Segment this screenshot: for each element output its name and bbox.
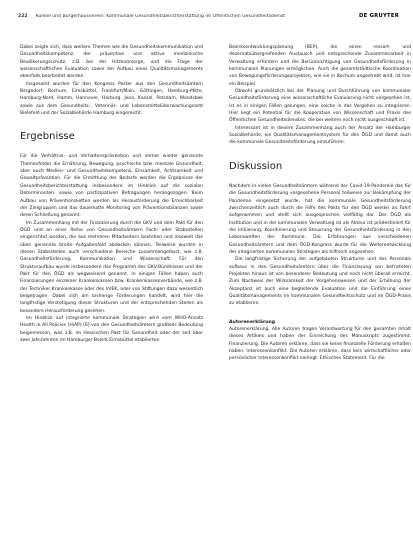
author-note-heading: Autorenerklärung	[229, 319, 276, 325]
running-title: Kunkel und Bürgerhausverein: Kommunale Gesundheitsberichterstattung im Öffentlichen Gesundheitsdienst	[35, 13, 285, 19]
publisher-logo: DE GRUYTER	[359, 13, 399, 19]
section-heading-discussion: Diskussion	[229, 160, 283, 172]
paragraph: Im Hinblick auf integrierte kommunale Strategien wird vom WHO-Ansatz Health in All Policies (HiAP) [6] von den Gesundheitsämtern großteils Bedeutung beigemessen, was z.B. im Hessischen Pakt für Gesundheit oder der seit über zwei Jahrzehnten im Hamburger Bezirk Eimsbüttel etablierten	[20, 316, 203, 344]
paragraph: Im Zusammenhang mit der Finanzierung durch die GKV und dem Pakt für den ÖGD und an einer Reihe von Gesundheitsämtern Fach- oder Stabsstellen eingerichtet worden, die aus mehreren Mitarbeitern bestehen und insoweit das oben genannte breite Aufgabenfeld abdecken können. Teilweise wurden in diesen Stabsstellen auch verschiedene Bereiche zusammengefasst, wie z.B. Gesundheitsförderung, Kommunikation und Wissenschaft. Für den Strukturaufbau wurde insbesondere das Programm des GKV-Bündnisses und der Pakt für den ÖGD als wegweisend genannt. In einigen Fällen haben auch Finanzierungen einzelner Krankenkassen bzw. Krankenkassenverbände, wie z.B. der Techniker Krankenkasse oder des VdEK, oder von Stiftungen dazu wesentlich beigetragen. Dabei sich am bisherige Förderungen handelt, wird hier die langfristige Verstetigung dieser Strukturen und der entsprechenden Stellen als besondere Herausforderung gesehen.	[20, 220, 203, 314]
section-heading-results: Ergebnisse	[20, 131, 75, 143]
running-header	[18, 10, 399, 22]
paragraph: Bezirksentwicklungsplanung (BEP), die einen ressort- und dezernatsübergreifenden Austausch und entsprechende Zusammenarbeit in Verwaltung erfordern und die Berücksichtigung von Gesundheitsförderung in kommunalen Planungen ermöglichen. Auch die gesamtstädtische Koordination von Bewegungsförderungsprojekten, wie sie in Bochum angestrebt wird, ist hier ein Beispiel.	[229, 45, 411, 87]
paragraph: Obwohl grundsätzlich bei der Planung und Durchführung von kommunaler Gesundheitsförderung eine wissenschaftliche Evaluierung nicht vorgesehen ist, ist es in einigen Fällen gelungen, eine solche in das Vorgehen zu integrieren. Hier liegt ein Potential für die Kooperation von Wissenschaft und Praxis des Öffentlichen Gesundheitsdienstes, die bei weitem noch nicht ausgeschöpft ist.	[229, 89, 411, 124]
page-number: 222	[18, 13, 28, 19]
paragraph: Für die Verhältnis- und Verhaltensprävention und immer wieder genannte Themenfelder die Ernährung, Bewegung, psychische bzw. mentale Gesundheit, aber auch Medien- und Gesundheitskompetenz, Einsamkeit, Achtsamkeit und Gewaltprävention. Für die Ermittlung der Bedarfe werden die Ergebnisse der Gesundheitsberichterstattung insbesondere im Hinblick auf die sozialen Determinanten, sowie von partizipativen Befragungen herangezogen. Beim Aufbau von Präventionsketten werden als Herausforderung die Erreichbarkeit der Zielgruppen und das dauerhafte Monitoring von Präventionsbilanzen sowie deren Schließung genannt.	[20, 154, 203, 219]
author-note-text: Autorenerklärung. Alle Autoren tragen Verantwortung für den gesamten Inhalt dieses Artikels und haben der Einreichung des Manuskripts zugestimmt. Finanzierung. Die Autoren erklären, dass sie keine finanzielle Förderung erhalten haben. Interessenkonflikt. Die Autoren erklären, dass kein wirtschaftlicher oder persönlicher Interessenkonflikt vorliegt. Ethisches Statement. Für die	[229, 327, 411, 362]
paragraph: Dabei zeigte sich, dass weitere Themen wie die Gesundheitskommunikation und Gesundheitskompetenz, der präventive und aktive medizinische Bevölkerungsschutz, z.B. bei der Hitzevorsorge, und die Frage der wissenschaftlichen Evaluation sowie der Aufbau eines Qualitätsmanagements ebenfalls bearbeitet werden.	[20, 45, 203, 80]
right-column	[229, 44, 411, 363]
paragraph: Nachdem in vielen Gesundheitsämtern während der Covid-19-Pandemie das für die Gesundheitsförderung vorgesehene Personal teilweise zur Bekämpfung der Pandemie eingesetzt wurde, hat die kommunale Gesundheitsförderung zwischenzeitlich auch durch die Hilfe des Pakts für den ÖGD wieder an Fahrt aufgenommen und stellt sich ausgesprochen vielfältig dar. Der ÖGD als Institution und in der kommunalen Verwaltung ist als Akteur ist prädestiniert für die Initiierung, Koordinierung und Steuerung der Gesundheitsförderung in den Lebenswelten der Kommune. Die Erfahrungen aus verschiedenen Gesundheitsämtern und dem ÖGD-Kongress wurde für die Weiterentwicklung der integrierten kommunalen Strategien als hilfreich angesehen.	[229, 183, 411, 255]
paragraph: Insgesamt wurden für den Kongress Poster aus den Gesundheitsämtern Bergedorf, Bochum, Eimsbüttel, Frankfurt/Main, Göttingen, Hamburg-Mitte, Hamburg-Nord, Hamm, Hannover, Harburg, Jena, Kassel, Potsdam, Wandsbek sowie aus dem Gesundheits-, Veterinär- und Lebensmittelüberwachungsamt Bielefeld und der Sozialbehörde Hamburg eingereicht.	[20, 81, 203, 117]
paragraph: Interessant ist in diesem Zusammenhang auch der Ansatz der Hamburger Sozialbehörde, ein Qualitätsmanagementsystem für den ÖGD und damit auch die kommunale Gesundheitsförderung einzuführen.	[229, 125, 411, 146]
left-column	[20, 44, 203, 344]
paragraph: Die langfristige Sicherung der aufgebauten Strukturen und des Personals aufbaus in den Gesundheitsämtern über die Finanzierung von befristeten Projekten hinaus ist von besonderer Bedeutung und noch nicht überall erreicht. Zum Nachweis der Wirksamkeit der Vorgehensweisen und der Erhöhung der Akzeptanz ist auch eine begleitende Evaluation und die Einführung eines Qualitätsmanagements im kommunalen Gesundheitsschutz und im ÖGD-Praxis zu etablieren.	[229, 257, 411, 307]
spacer	[229, 308, 411, 315]
